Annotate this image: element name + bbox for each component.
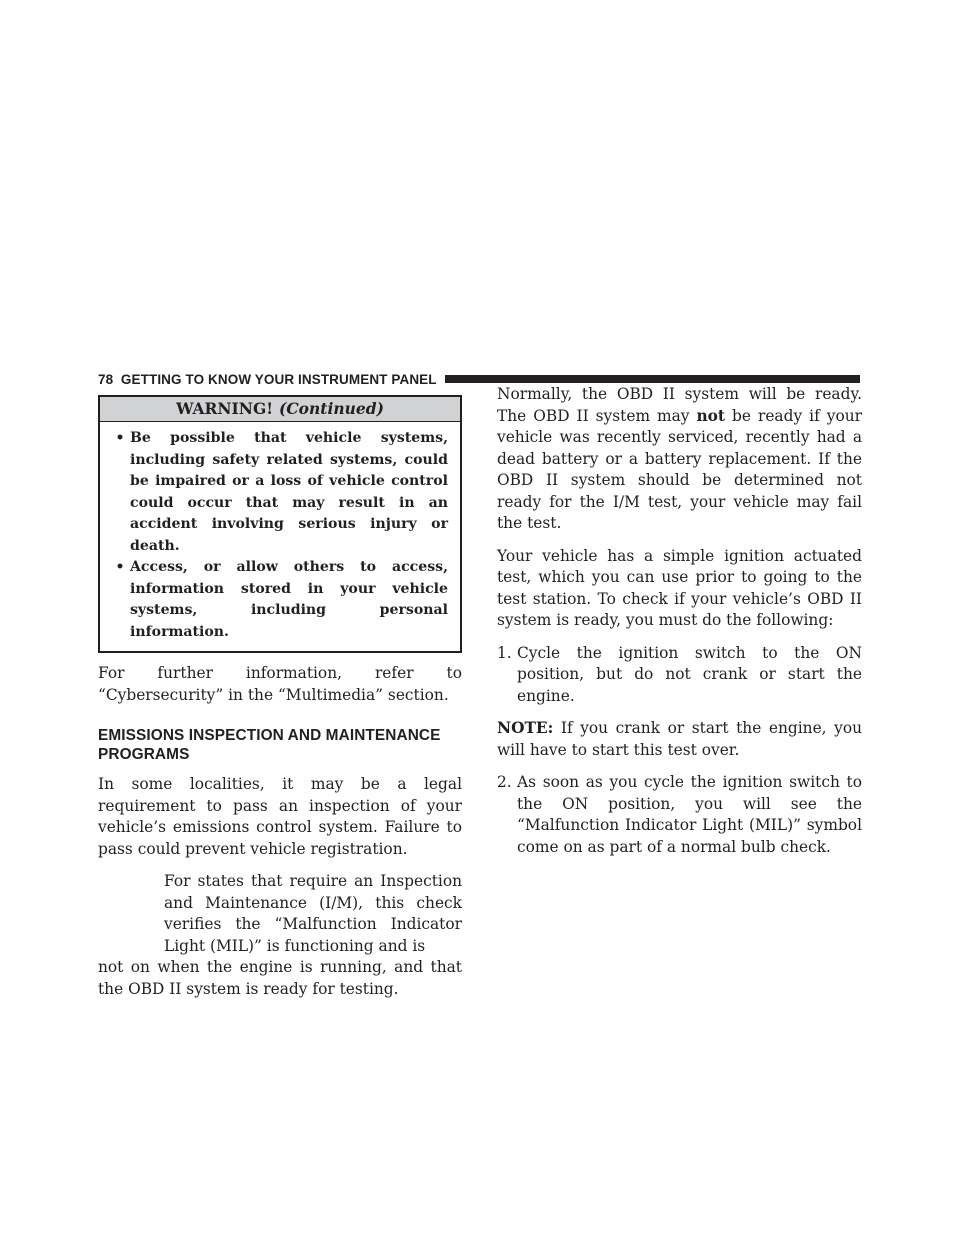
step-number: 2.	[497, 773, 512, 791]
warning-heading	[100, 397, 460, 422]
section-name: GETTING TO KNOW YOUR INSTRUMENT PANEL	[120, 371, 437, 387]
right-column	[497, 384, 862, 858]
warning-bullet-text: Access, or allow others to access, information stored in your vehicle systems, including personal information.	[130, 559, 448, 640]
page-number: 78	[98, 371, 114, 387]
indented-paragraph: For states that require an Inspection and Maintenance (I/M), this check verifies the “Malfunction Indicator Light (MIL)” is functioning and is	[164, 872, 462, 955]
section-title	[98, 726, 462, 764]
warning-bullet-item	[110, 428, 448, 557]
warning-box	[98, 395, 462, 653]
body-paragraph: not on when the engine is running, and that the OBD II system is ready for testing.	[98, 958, 462, 998]
body-paragraph: Your vehicle has a simple ignition actuated test, which you can use prior to going to the test station. To check if your vehicle’s OBD II system is ready, you must do the following:	[497, 546, 862, 629]
text-run: be ready if your vehicle was recently serviced, recently had a dead battery or a battery replacement. If the OBD II system should be determined not ready for the I/M test, your vehicle may fail the test.	[497, 406, 862, 532]
warning-body	[100, 422, 460, 651]
step-text: Cycle the ignition switch to the ON position, but do not crank or start the engine.	[517, 643, 862, 705]
warning-continued: (Continued)	[279, 399, 384, 418]
numbered-step	[497, 643, 862, 708]
note-paragraph	[497, 718, 862, 761]
body-paragraph	[497, 384, 862, 535]
section-title-line: EMISSIONS INSPECTION AND MAINTENANCE	[98, 727, 441, 744]
body-paragraph: In some localities, it may be a legal requirement to pass an inspection of your vehicle’s emissions control system. Failure to pass could prevent vehicle registration.	[98, 775, 462, 858]
step-number: 1.	[497, 643, 512, 662]
note-label: NOTE:	[497, 719, 554, 737]
note-text: If you crank or start the engine, you will have to start this test over.	[497, 719, 862, 759]
warning-bullet-text: Be possible that vehicle systems, including safety related systems, could be impaired or a loss of vehicle control could occur that may result in an accident involving serious injury or death.	[130, 430, 448, 554]
further-info-text: For further information, refer to “Cybersecurity” in the “Multimedia” section.	[98, 664, 462, 704]
text-run: Normally, the OBD II system will be ready. The OBD II system may	[497, 385, 862, 425]
header-rule	[445, 375, 860, 383]
bullet-icon: •	[115, 430, 125, 446]
warning-bullet-item	[110, 557, 448, 643]
section-title-line: PROGRAMS	[98, 746, 190, 763]
warning-title: WARNING!	[176, 399, 274, 418]
header-text	[98, 372, 437, 387]
numbered-step	[497, 772, 862, 858]
bullet-icon: •	[115, 559, 125, 575]
step-text: As soon as you cycle the ignition switch to the ON position, you will see the “Malfunction Indicator Light (MIL)” symbol come on as part of a normal bulb check.	[517, 773, 862, 856]
bold-word: not	[696, 406, 726, 425]
left-column	[98, 395, 462, 1000]
